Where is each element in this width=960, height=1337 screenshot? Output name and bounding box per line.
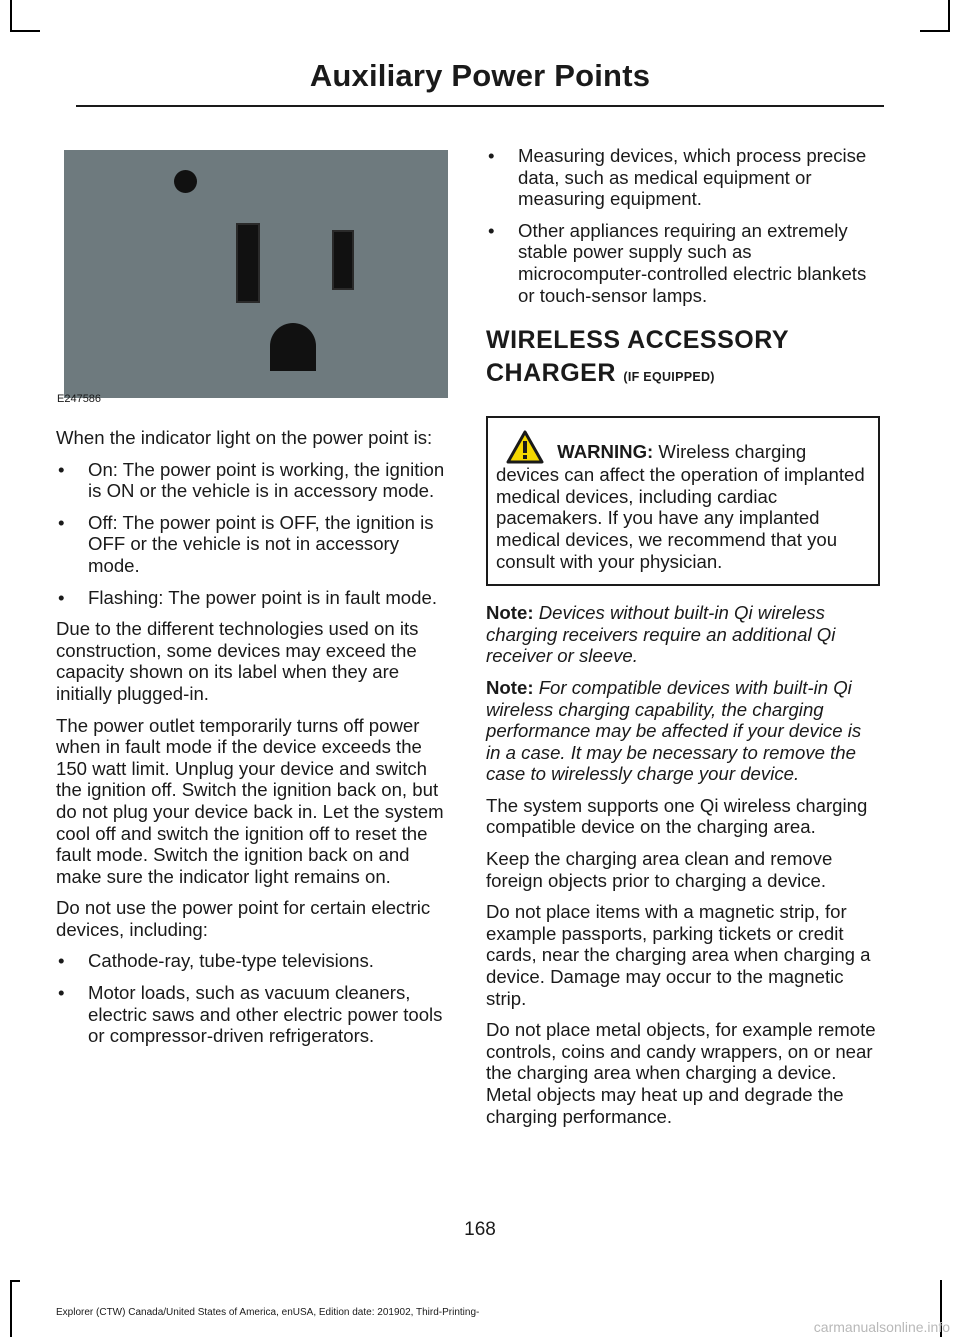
figure-label: E247586: [57, 393, 102, 405]
warning-box: [486, 416, 880, 586]
page-number: 168: [464, 1219, 496, 1240]
outlet-slot-icon: [236, 223, 260, 303]
outlet-slot-icon: [332, 230, 354, 290]
list-item: • Cathode-ray, tube-type televisions.: [56, 950, 450, 972]
crop-mark: [10, 1280, 20, 1282]
paragraph: Do not place metal objects, for example remote controls, coins and candy wrappers, on or near the charging area when charging a device. Metal objects may heat up and degrade the charging performance.: [486, 1019, 876, 1127]
list-item: • Flashing: The power point is in fault mode.: [56, 587, 450, 609]
crop-mark: [948, 0, 950, 30]
note: [486, 677, 880, 785]
section-suffix: (IF EQUIPPED): [623, 370, 715, 385]
power-outlet-figure: [56, 145, 450, 403]
list-item: • On: The power point is working, the ignition is ON or the vehicle is in accessory mode.: [56, 459, 450, 502]
note-label: Note:: [486, 602, 534, 624]
page-title: Auxiliary Power Points: [309, 58, 651, 93]
left-column: [56, 145, 450, 1057]
crop-mark: [920, 30, 950, 32]
paragraph: Due to the different technologies used on its construction, some devices may exceed the capacity shown on its label when they are initially plugged-in.: [56, 618, 419, 704]
crop-mark: [10, 30, 40, 32]
note-text: For compatible devices with built-in Qi wireless charging capability, the charging performance may be affected if your device is in a case. It may be necessary to remove the case to wirelessly charge your device.: [486, 676, 862, 785]
list-item: • Other appliances requiring an extremely stable power supply such as microcomputer-controlled electric blankets or touch-sensor lamps.: [486, 220, 880, 306]
note: [486, 602, 880, 667]
outlet-plate: [64, 150, 448, 398]
ground-hole-icon: [270, 323, 316, 371]
warning-triangle-icon: [506, 430, 552, 464]
watermark[interactable]: carmanualsonline.info: [813, 1319, 950, 1335]
paragraph: Keep the charging area clean and remove foreign objects prior to charging a device.: [486, 848, 833, 891]
note-label: Note:: [486, 676, 534, 698]
device-list-continued: [486, 145, 880, 306]
device-list: [56, 950, 450, 1046]
list-item: • Motor loads, such as vacuum cleaners, electric saws and other electric power tools or compressor-driven refrigerators.: [56, 982, 450, 1047]
warning-label: WARNING:: [557, 441, 654, 463]
right-column: [486, 145, 880, 1137]
list-item: • Measuring devices, which process precise data, such as medical equipment or measuring equipment.: [486, 145, 880, 210]
paragraph: The system supports one Qi wireless charging compatible device on the charging area.: [486, 794, 868, 838]
warning-text: Wireless charging devices can affect the operation of implanted medical devices, including cardiac pacemakers. If you have any implanted medical devices, we recommend that you consult with your physician.: [496, 441, 865, 572]
section-title: WIRELESS ACCESSORY CHARGER: [486, 326, 789, 388]
footer-text: Explorer (CTW) Canada/United States of America, enUSA, Edition date: 201902, Third-Printing-: [56, 1307, 480, 1318]
paragraph: Do not use the power point for certain electric devices, including:: [56, 897, 431, 940]
note-text: Devices without built-in Qi wireless charging receivers require an additional Qi receiver or sleeve.: [486, 602, 836, 667]
section-heading: [486, 324, 880, 394]
indicator-state-list: [56, 459, 450, 609]
header-divider: [76, 105, 884, 107]
indicator-intro: When the indicator light on the power point is:: [56, 427, 433, 448]
crop-mark: [10, 1280, 12, 1337]
crop-mark: [10, 0, 12, 30]
paragraph: The power outlet temporarily turns off power when in fault mode if the device exceeds the 150 watt limit. Unplug your device and switch the ignition off. Switch the ignition back on, but do not plug your device back in. Let the system cool off and switch the ignition off to reset the fault mode. Switch the ignition back on and make sure the indicator light remains on.: [56, 714, 444, 887]
indicator-light-icon: [174, 170, 197, 193]
paragraph: Do not place items with a magnetic strip, for example passports, parking tickets or credit cards, near the charging area when charging a device. Damage may occur to the magnetic strip.: [486, 901, 871, 1009]
list-item: • Off: The power point is OFF, the ignition is OFF or the vehicle is not in accessory mode.: [56, 512, 450, 577]
